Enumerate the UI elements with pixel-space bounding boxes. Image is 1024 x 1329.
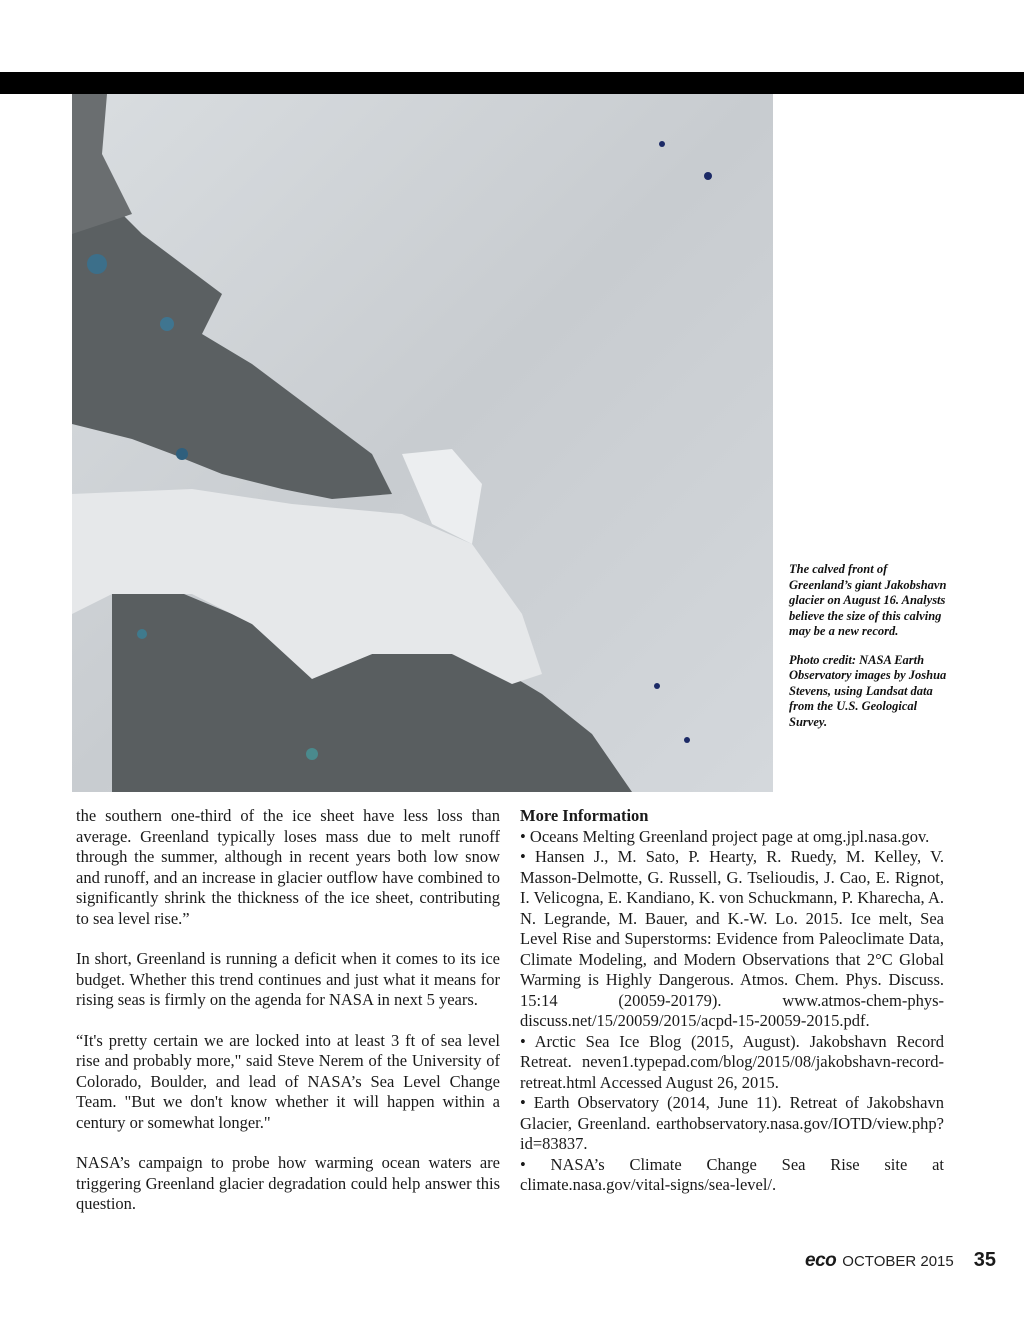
magazine-brand: eco xyxy=(805,1250,837,1271)
satellite-image-illustration xyxy=(72,94,773,792)
paragraph: NASA’s campaign to probe how warming ocean waters are triggering Greenland glacier degradation could help answer this question. xyxy=(76,1153,500,1213)
top-black-bar xyxy=(0,72,1024,94)
article-left-column xyxy=(76,806,500,1235)
paragraph: “It's pretty certain we are locked into at least 3 ft of sea level rise and probably more," said Steve Nerem of the University of Colorado, Boulder, and lead of NASA’s Sea Level Change Team. "But we don't know whether it will happen within a century or somewhat longer." xyxy=(76,1030,500,1132)
more-information-column xyxy=(520,806,944,1196)
reference-item: • Hansen J., M. Sato, P. Hearty, R. Ruedy, M. Kelley, V. Masson-Delmotte, G. Russell, G. Tselioudis, J. Cao, E. Rignot, I. Velicogna, E. Kandiano, K. von Schuckmann, P. Kharecha, A. N. Legrande, M. Bauer, and K.-W. Lo. 2015. Ice melt, Sea Level Rise and Superstorms: Evidence from Paleoclimate Data, Climate Modeling, and Modern Observations that 2°C Global Warming is Highly Dangerous. Atmos. Chem. Phys. Discuss. 15:14 (20059-20179). www.atmos-chem-phys-discuss.net/15/20059/2015/acpd-15-20059-2015.pdf. xyxy=(520,847,944,1030)
more-information-heading: More Information xyxy=(520,806,649,825)
caption-text: The calved front of Greenland’s giant Jakobshavn glacier on August 16. Analysts believe the size of this calving may be a new record. xyxy=(789,562,947,638)
photo-credit: Photo credit: NASA Earth Observatory images by Joshua Stevens, using Landsat data from the U.S. Geological Survey. xyxy=(789,652,947,729)
paragraph: In short, Greenland is running a deficit when it comes to its ice budget. Whether this trend continues and just what it means for rising seas is firmly on the agenda for NASA in next 5 years. xyxy=(76,949,500,1009)
paragraph: the southern one-third of the ice sheet have less loss than average. Greenland typically loses mass due to melt runoff through the summer, although in recent years both low snow and runoff, and an increase in glacier outflow have combined to significantly shrink the thickness of the ice sheet, contributing to sea level rise.” xyxy=(76,806,500,928)
reference-item: • Arctic Sea Ice Blog (2015, August). Jakobshavn Record Retreat. neven1.typepad.com/blog/2015/08/jakobshavn-record-retreat.html Accessed August 26, 2015. xyxy=(520,1031,944,1092)
reference-item: • Oceans Melting Greenland project page at omg.jpl.nasa.gov. xyxy=(520,826,930,846)
photo-caption xyxy=(789,562,949,743)
reference-item: • Earth Observatory (2014, June 11). Retreat of Jakobshavn Glacier, Greenland. earthobservatory.nasa.gov/IOTD/view.php?id=83837. xyxy=(520,1093,944,1153)
page-footer xyxy=(805,1249,996,1272)
page-number: 35 xyxy=(973,1249,996,1271)
issue-date: OCTOBER 2015 xyxy=(842,1253,954,1270)
reference-item: • NASA’s Climate Change Sea Rise site at climate.nasa.gov/vital-signs/sea-level/. xyxy=(520,1154,944,1194)
satellite-photo-jakobshavn-glacier xyxy=(72,94,773,792)
